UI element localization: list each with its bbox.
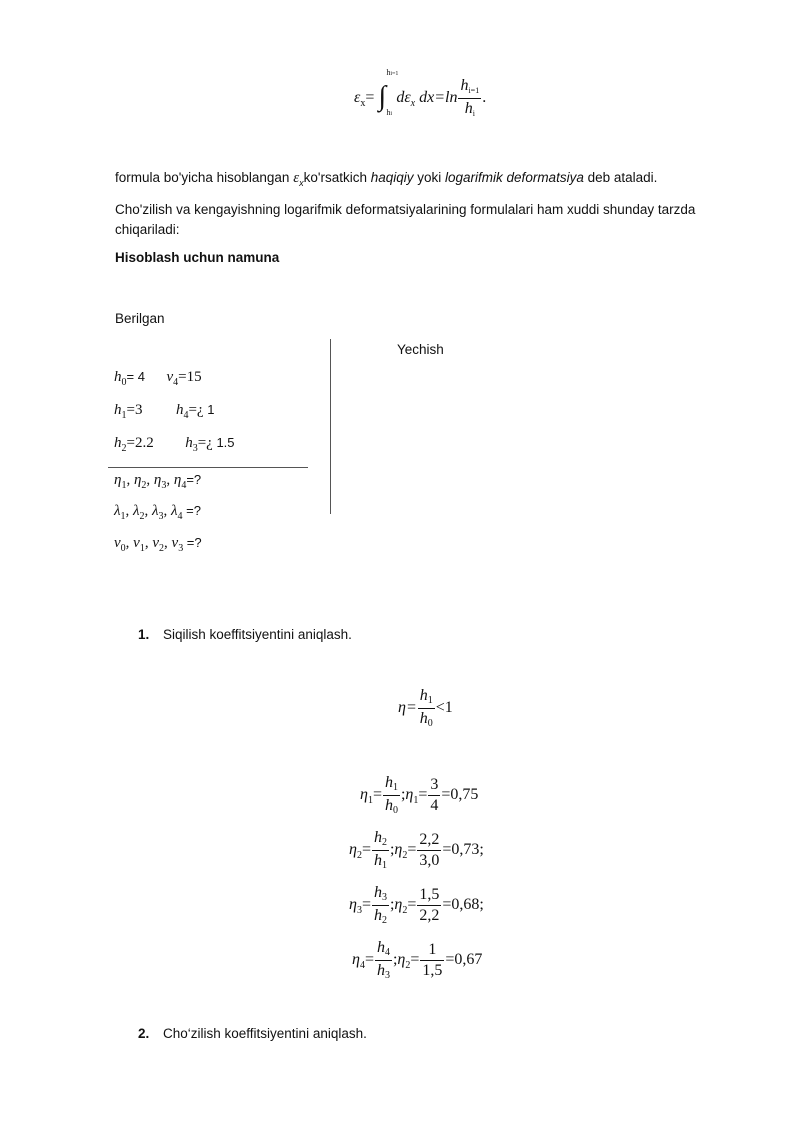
given-label: Berilgan xyxy=(115,311,165,326)
given-row-1: $h_0= 4$ $v_4=15$ xyxy=(114,369,202,388)
step-2-title: Cho‘zilish koeffitsiyentini aniqlash. xyxy=(163,1026,367,1041)
find-lambda-row: $\lambda_1$, $\lambda_2$, $\lambda_3$, $\lambda_4$ =? xyxy=(114,503,201,522)
formula-fraction: $\frac{hi=1}{hi}$ xyxy=(460,77,480,118)
eta-row-4: $\eta_4=$ $\frac{h4}{h3}$ $;\eta_2=$ $\frac{1}{1,5}$ =0,67 xyxy=(352,939,483,981)
eta-row-1: $\eta_1=$ $\frac{h1}{h0}$ $;\eta_1=$ $\frac{3}{4}$ =0,75 xyxy=(360,774,479,816)
formula-lhs: ε xyxy=(354,89,361,107)
integral-sign: ∫ hi=1 hi xyxy=(378,68,399,118)
step-2-number: 2. xyxy=(138,1026,150,1041)
step-2-heading xyxy=(138,1024,367,1044)
log-deformation-formula: $\varepsilon_x=$ ∫ hi=1 hi $d\varepsilon_x$ dx=ln $\frac{hi=1}{hi}$ . xyxy=(354,76,486,121)
given-divider xyxy=(108,467,308,468)
find-eta-row: $\eta_1$, $\eta_2$, $\eta_3$, $\eta_4=$? xyxy=(114,472,202,491)
find-nu-row: $v_0$, $v_1$, $v_2$, $v_3$ =? xyxy=(114,535,202,554)
section-heading: Hisoblash uchun namuna xyxy=(115,250,280,265)
eta-definition-formula: η= $\frac{h1}{h0}$ <1 xyxy=(398,687,453,729)
given-row-3: $h_2=2.2$ $h_3=¿$ 1.5 xyxy=(114,435,235,454)
vertical-divider xyxy=(330,339,331,514)
eta-row-3: $\eta_3=$ $\frac{h3}{h2}$ $;\eta_2=$ $\frac{1,5}{2,2}$ =0,68; xyxy=(349,884,484,926)
step-1-title: Siqilish koeffitsiyentini aniqlash. xyxy=(163,627,352,642)
eta-row-2: $\eta_2=$ $\frac{h2}{h1}$ $;\eta_2=$ $\frac{2,2}{3,0}$ =0,73; xyxy=(349,829,484,871)
paragraph-formulas-note: Cho'zilish va kengayishning logarifmik deformatsiyalarining formulalari ham xuddi shunday tarzda chiqariladi: xyxy=(115,202,696,237)
step-1-number: 1. xyxy=(138,627,150,642)
given-row-2: $h_1=3$ $h_4=¿$ 1 xyxy=(114,402,215,421)
solution-label: Yechish xyxy=(397,342,444,357)
step-1-heading xyxy=(138,625,352,645)
paragraph-definition: formula bo'yicha hisoblangan $\varepsilon_xko'rsatkich$ haqiqiy yoki logarifmik deformatsiya deb ataladi. xyxy=(115,170,658,188)
